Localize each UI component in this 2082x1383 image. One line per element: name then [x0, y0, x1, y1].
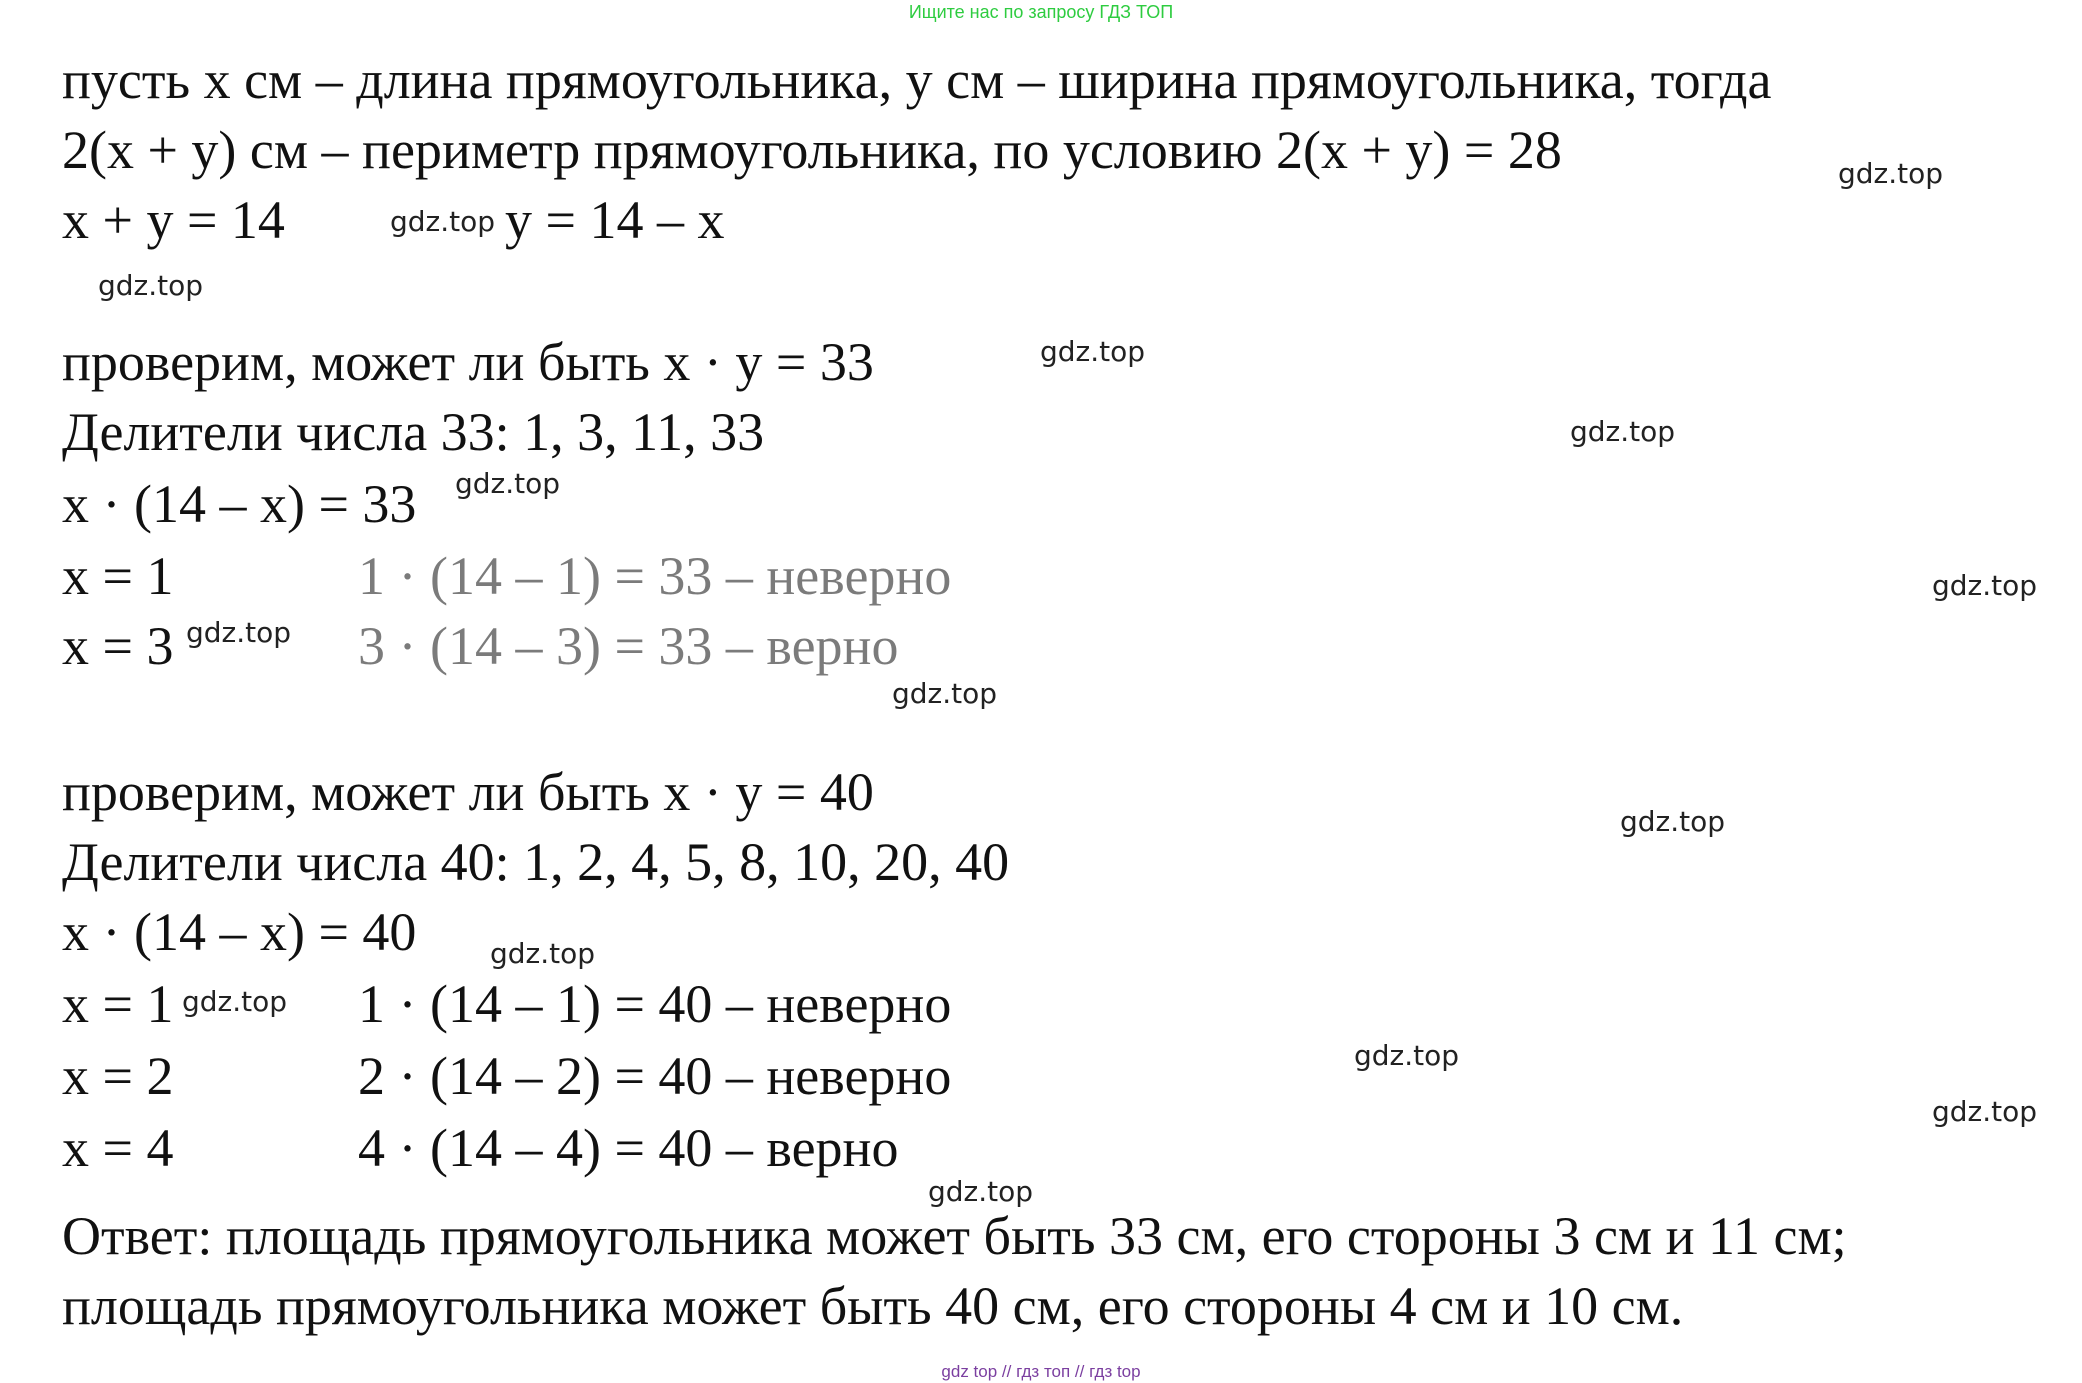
case-40-x2-check: 2 · (14 – 2) = 40 – неверно: [358, 1046, 952, 1106]
watermark: gdz.top: [490, 937, 596, 970]
check-40-heading: проверим, может ли быть x · y = 40: [62, 762, 874, 822]
case-33-x1: x = 1: [62, 546, 174, 606]
watermark: gdz.top: [1040, 335, 1146, 368]
watermark: gdz.top: [1932, 569, 2038, 602]
equation-40: x · (14 – x) = 40: [62, 902, 417, 962]
watermark: gdz.top: [98, 269, 204, 302]
equation-sum: x + y = 14: [62, 190, 285, 250]
equation-33: x · (14 – x) = 33: [62, 474, 417, 534]
divisors-33: Делители числа 33: 1, 3, 11, 33: [62, 402, 765, 462]
watermark: gdz.top: [928, 1175, 1034, 1208]
equation-y: y = 14 – x: [505, 190, 725, 250]
case-33-x3: x = 3: [62, 616, 174, 676]
watermark: gdz.top: [455, 467, 561, 500]
text-line-1: пусть x см – длина прямоугольника, y см – ширина прямоугольника, тогда: [62, 50, 1772, 110]
watermark: gdz.top: [1354, 1039, 1460, 1072]
case-33-x1-check: 1 · (14 – 1) = 33 – неверно: [358, 546, 952, 606]
footer-links: gdz top // гдз топ // гдз top: [941, 1362, 1141, 1381]
answer-line-1: Ответ: площадь прямоугольника может быть 33 см, его стороны 3 см и 11 см;: [62, 1206, 1847, 1266]
answer-line-2: площадь прямоугольника может быть 40 см, его стороны 4 см и 10 см.: [62, 1276, 1684, 1336]
check-33-heading: проверим, может ли быть x · y = 33: [62, 332, 874, 392]
text-line-2: 2(x + y) см – периметр прямоугольника, по условию 2(x + y) = 28: [62, 120, 1562, 180]
search-hint-banner: Ищите нас по запросу ГДЗ ТОП: [908, 2, 1174, 22]
case-40-x1-check: 1 · (14 – 1) = 40 – неверно: [358, 974, 952, 1034]
case-40-x4-check: 4 · (14 – 4) = 40 – верно: [358, 1118, 899, 1178]
watermark: gdz.top: [1838, 157, 1944, 190]
case-40-x1: x = 1: [62, 974, 174, 1034]
case-33-x3-check: 3 · (14 – 3) = 33 – верно: [358, 616, 899, 676]
divisors-40: Делители числа 40: 1, 2, 4, 5, 8, 10, 20, 40: [62, 832, 1010, 892]
watermark: gdz.top: [390, 205, 496, 238]
watermark: gdz.top: [1620, 805, 1726, 838]
case-40-x2: x = 2: [62, 1046, 174, 1106]
watermark: gdz.top: [182, 985, 288, 1018]
watermark: gdz.top: [892, 677, 998, 710]
watermark: gdz.top: [1570, 415, 1676, 448]
case-40-x4: x = 4: [62, 1118, 174, 1178]
watermark: gdz.top: [1932, 1095, 2038, 1128]
watermark: gdz.top: [186, 616, 292, 649]
